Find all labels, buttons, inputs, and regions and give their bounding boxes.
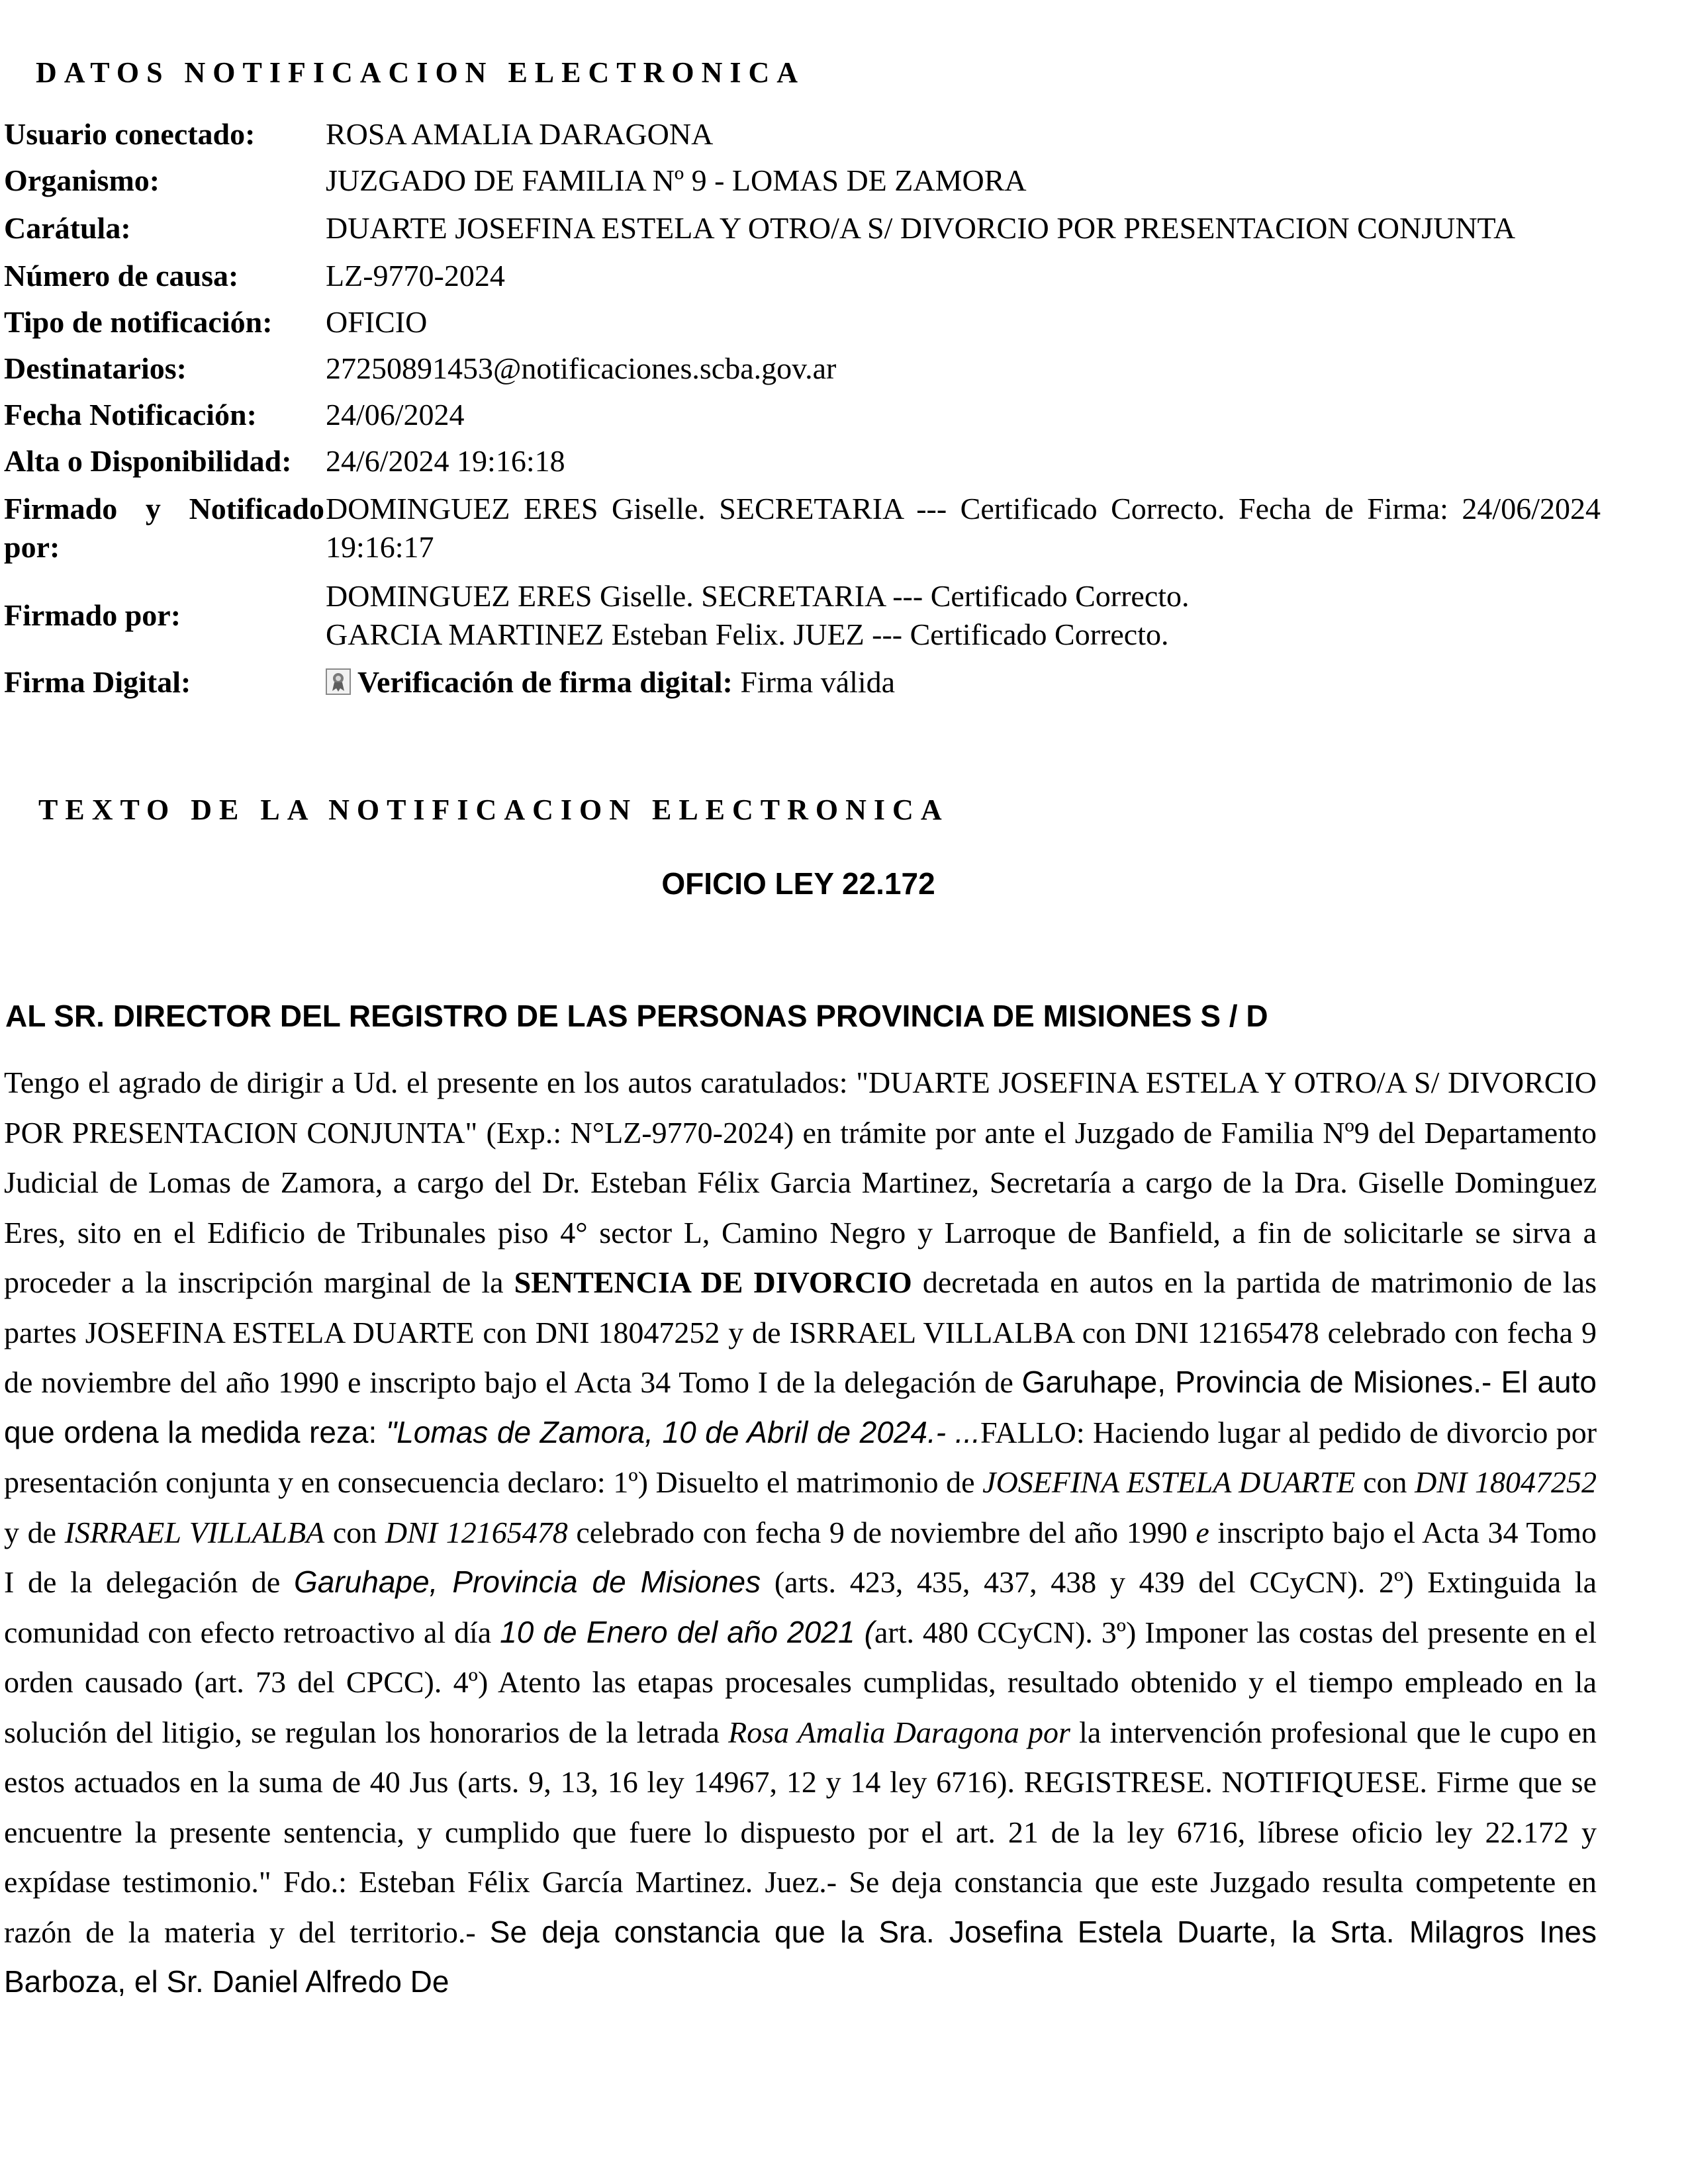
tipo-notificacion-label: Tipo de notificación: [4, 305, 273, 339]
numero-causa-value: LZ-9770-2024 [326, 259, 505, 293]
body-segment-italic: DNI 12165478 [385, 1515, 568, 1549]
usuario-value: ROSA AMALIA DARAGONA [326, 117, 714, 151]
body-segment-sans-italic: "Lomas de Zamora, 10 de Abril de 2024.- ... [385, 1414, 981, 1449]
body-segment: la intervención profesional que le cupo en estos actuados en la suma de 40 Jus (arts. 9, 13, 16 ley 14967, 12 y 14 ley 6716). REGISTRESE. NOTIFIQUESE. Firme que se encuentre la presente sentencia, y cumplido que fuere lo dispuesto por el art. 21 de la ley 6716, líbrese oficio ley 22.172 y expídase testimonio." Fdo.: Esteban Félix García Martinez. Juez.- Se deja constancia que este Juzgado resulta competente en razón de la materia y del territorio.- [4, 1715, 1597, 1949]
firmado-notificado-label-line-2: por: [4, 530, 60, 564]
document-addressee: AL SR. DIRECTOR DEL REGISTRO DE LAS PERSONAS PROVINCIA DE MISIONES S / D [5, 999, 1268, 1033]
fecha-notificacion-value: 24/06/2024 [326, 398, 465, 432]
firmado-notificado-label [4, 484, 324, 572]
firmado-por-value [324, 572, 1601, 659]
destinatarios-label: Destinatarios: [4, 351, 187, 385]
meta-row-numero-causa [4, 253, 1601, 299]
body-segment-italic: e [1196, 1515, 1209, 1549]
section-heading-datos: DATOS NOTIFICACION ELECTRONICA [36, 56, 806, 89]
body-segment: inscripto bajo el Acta 34 Tomo I de la delegación de [4, 1515, 1597, 1599]
body-segment-bold: SENTENCIA DE DIVORCIO [514, 1265, 912, 1299]
body-segment-sans-italic: Garuhape, Provincia de Misiones [294, 1565, 761, 1599]
certificate-seal-icon[interactable] [326, 666, 351, 692]
usuario-label: Usuario conectado: [4, 117, 256, 151]
body-segment: y de [4, 1515, 65, 1549]
firma-digital-label: Firma Digital: [4, 665, 191, 699]
meta-row-firma-digital [4, 659, 1601, 705]
meta-row-organismo [4, 158, 1601, 204]
caratula-value: DUARTE JOSEFINA ESTELA Y OTRO/A S/ DIVORCIO POR PRESENTACION CONJUNTA [326, 211, 1516, 245]
body-segment-sans: Se deja constancia que la Sra. Josefina Estela Duarte, la Srta. Milagros Ines Barboza, el Sr. Daniel Alfredo De [4, 1914, 1597, 1999]
organismo-label: Organismo: [4, 163, 160, 197]
document-body [4, 1058, 1597, 2007]
firma-digital-value [324, 659, 1601, 705]
body-segment: Tengo el agrado de dirigir a Ud. el presente en los autos caratulados: "DUARTE JOSEFINA ESTELA Y OTRO/A S/ DIVORCIO POR PRESENTACION CONJUNTA" (Exp.: N°LZ-9770-2024) en trámite por ante el Juzgado de Familia Nº9 del Departamento Judicial de Lomas de Zamora, a cargo del Dr. Esteban Félix Garcia Martinez, Secretaría a cargo de la Dra. Giselle Dominguez Eres, sito en el Edificio de Tribunales piso 4° sector L, Camino Negro y Larroque de Banfield, a fin de solicitarle se sirva a proceder a la inscripción marginal de la [4, 1066, 1597, 1299]
firmante-secretaria: DOMINGUEZ ERES Giselle. SECRETARIA --- Certificado Correcto. [326, 579, 1190, 613]
meta-row-caratula [4, 204, 1601, 253]
numero-causa-label: Número de causa: [4, 259, 239, 293]
body-segment-sans: Garuhape, Provincia de Misiones.- El auto que ordena la medida reza: [4, 1365, 1597, 1449]
firmado-por-label: Firmado por: [4, 598, 181, 632]
body-segment: con [324, 1515, 385, 1549]
body-segment-italic: JOSEFINA ESTELA DUARTE [982, 1465, 1356, 1499]
firma-verificacion-label: Verificación de firma digital: [357, 665, 733, 699]
document-title: OFICIO LEY 22.172 [661, 866, 935, 901]
body-segment: FALLO: Haciendo lugar al pedido de divorcio por presentación conjunta y en consecuencia declaro: 1º) Disuelto el matrimonio de [4, 1415, 1597, 1499]
organismo-value: JUZGADO DE FAMILIA Nº 9 - LOMAS DE ZAMORA [326, 163, 1027, 197]
meta-row-alta [4, 438, 1601, 484]
meta-row-firmado-por [4, 572, 1601, 659]
meta-row-usuario [4, 111, 1601, 158]
section-heading-texto: TEXTO DE LA NOTIFICACION ELECTRONICA [38, 794, 949, 826]
body-segment-italic: DNI 18047252 [1415, 1465, 1597, 1499]
body-segment: celebrado con fecha 9 de noviembre del año 1990 [567, 1515, 1196, 1549]
meta-row-destinatarios [4, 345, 1601, 392]
body-segment: (arts. 423, 435, 437, 438 y 439 del CCyCN). 2º) Extinguida la comunidad con efecto retroactivo al día [4, 1565, 1597, 1649]
body-segment: con [1355, 1465, 1415, 1499]
firmado-notificado-value: DOMINGUEZ ERES Giselle. SECRETARIA --- Certificado Correcto. Fecha de Firma: 24/06/2024 19:16:17 [326, 492, 1601, 564]
body-segment-sans-italic: 10 de Enero del año 2021 ( [500, 1614, 875, 1649]
firmante-juez: GARCIA MARTINEZ Esteban Felix. JUEZ --- Certificado Correcto. [326, 617, 1169, 651]
alta-disponibilidad-label: Alta o Disponibilidad: [4, 444, 292, 478]
meta-row-firmado-notificado [4, 484, 1601, 572]
meta-row-fecha [4, 392, 1601, 438]
fecha-notificacion-label: Fecha Notificación: [4, 398, 257, 432]
caratula-label: Carátula: [4, 211, 131, 245]
firmado-notificado-label-line-1: Firmado y Notificado [4, 492, 324, 525]
tipo-notificacion-value: OFICIO [326, 305, 428, 339]
notification-metadata-table [4, 111, 1601, 705]
body-segment: decretada en autos en la partida de matrimonio de las partes JOSEFINA ESTELA DUARTE con DNI 18047252 y de ISRRAEL VILLALBA con DNI 12165478 celebrado con fecha 9 de noviembre del año 1990 e inscripto bajo el Acta 34 Tomo I de la delegación de [4, 1265, 1597, 1399]
body-segment-italic: ISRRAEL VILLALBA [64, 1515, 325, 1549]
body-segment-italic: Rosa Amalia Daragona por [728, 1715, 1070, 1749]
firma-verificacion-value: Firma válida [740, 665, 896, 699]
body-segment: art. 480 CCyCN). 3º) Imponer las costas del presente en el orden causado (art. 73 del CPCC). 4º) Atento las etapas procesales cumplidas, resultado obtenido y el tiempo empleado en la solución del litigio, se regulan los honorarios de la letrada [4, 1615, 1597, 1749]
alta-disponibilidad-value: 24/6/2024 19:16:18 [326, 444, 565, 478]
meta-row-tipo [4, 299, 1601, 345]
destinatarios-value: 27250891453@notificaciones.scba.gov.ar [326, 351, 837, 385]
